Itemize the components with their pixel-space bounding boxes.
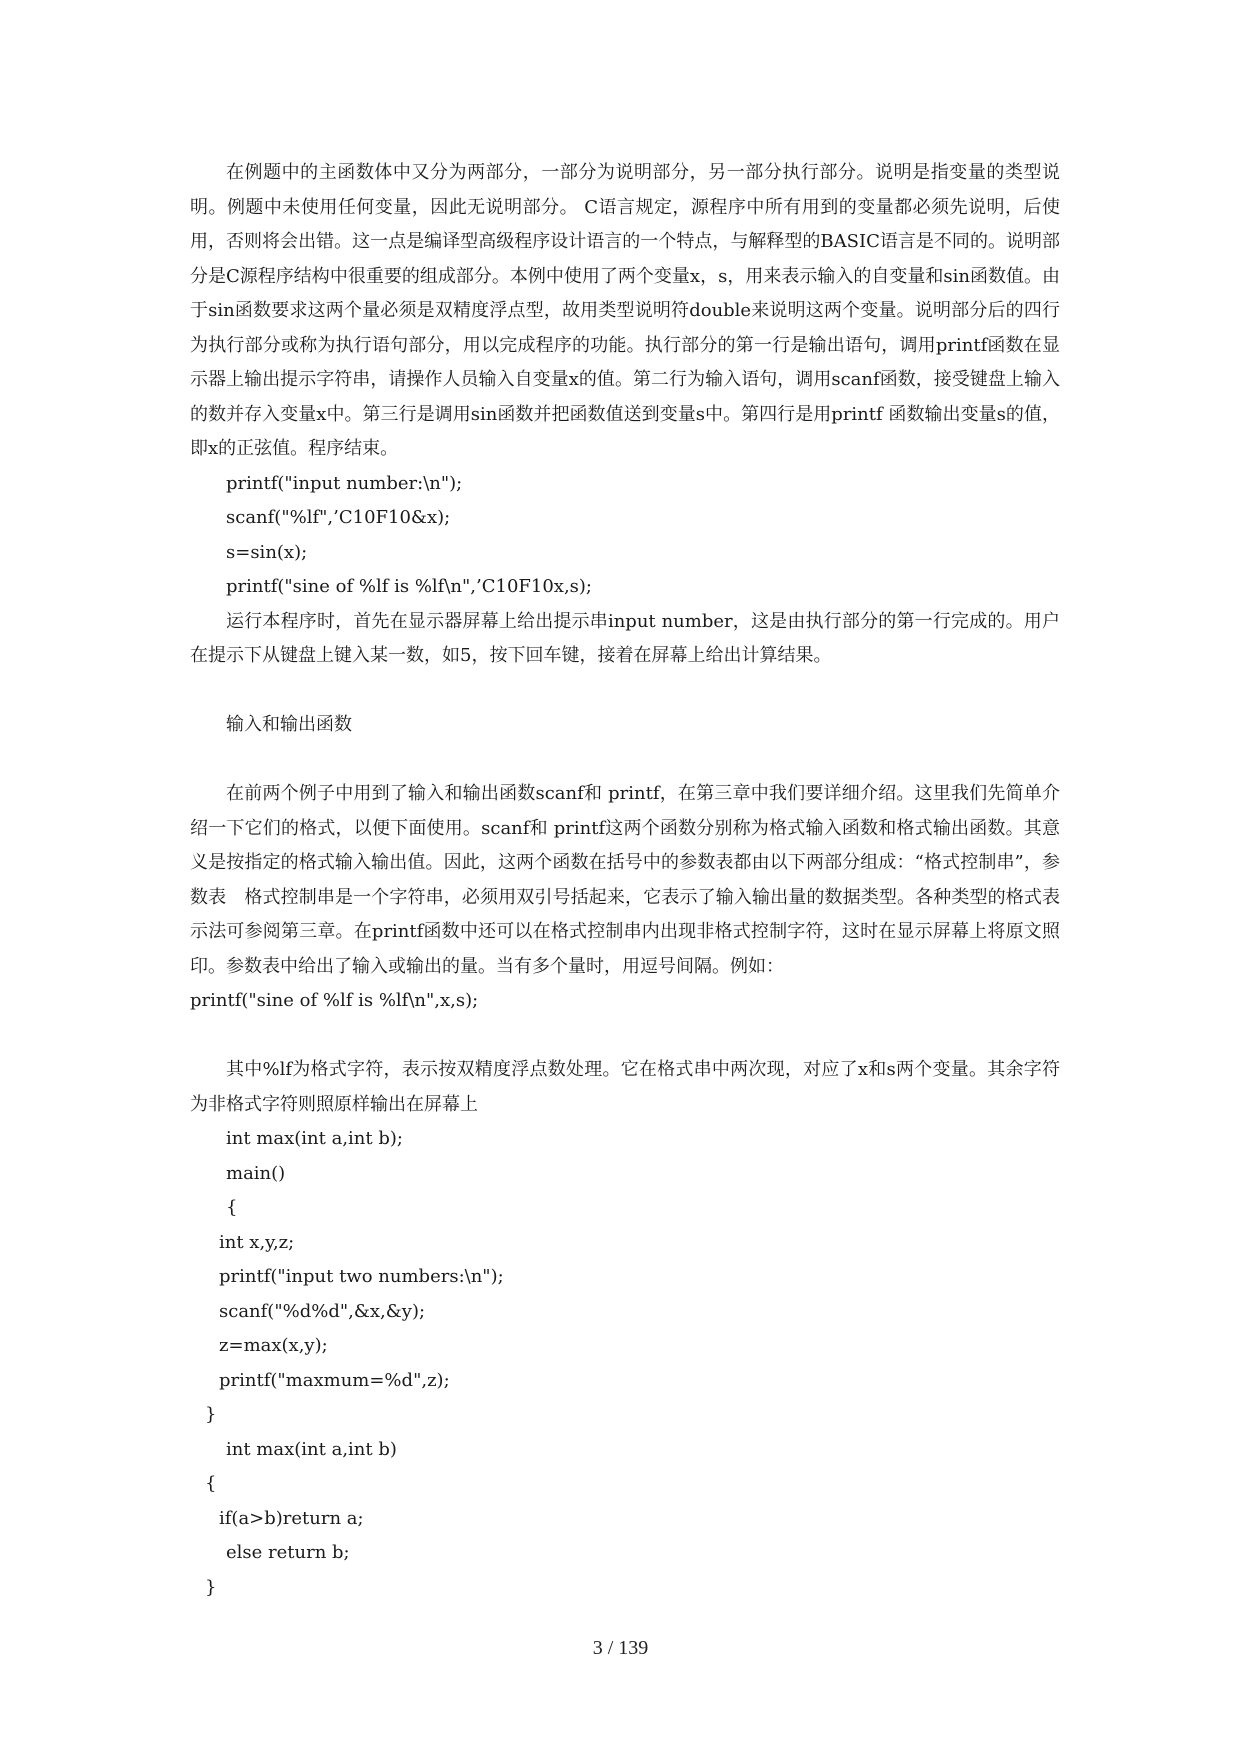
code-line: } [205, 1404, 217, 1425]
section-heading: 输入和输出函数 [226, 714, 352, 735]
code-block-max [190, 1122, 1060, 1605]
code-line: printf("sine of %lf is %lf\n",’C10F10x,s); [226, 576, 592, 597]
code-example: printf("sine of %lf is %lf\n",x,s); [190, 990, 479, 1011]
paragraph-run-program: 运行本程序时，首先在显示器屏幕上给出提示串input number，这是由执行部分的第一行完成的。用户在提示下从键盘上键入某一数，如5，按下回车键，接着在屏幕上给出计算结果。 [190, 610, 1060, 666]
code-line: { [205, 1473, 217, 1494]
paragraph-format-chars: 其中%lf为格式字符，表示按双精度浮点数处理。它在格式串中两次现，对应了x和s两个变量。其余字符为非格式字符则照原样输出在屏幕上 [190, 1059, 1060, 1115]
paragraph-io-functions: 在前两个例子中用到了输入和输出函数scanf和 printf，在第三章中我们要详细介绍。这里我们先简单介绍一下它们的格式，以便下面使用。scanf和 printf这两个函数分别称为格式输入函数和格式输出函数。其意义是按指定的格式输入输出值。因此，这两个函数在括号中的参数表都由以下两部分组成：“格式控制串”，参数表 格式控制串是一个字符串，必须用双引号括起来，它表示了输入输出量的数据类型。各种类型的格式表示法可参阅第三章。在printf函数中还可以在格式控制串内出现非格式控制字符，这时在显示屏幕上将原文照印。参数表中给出了输入或输出的量。当有多个量时，用逗号间隔。例如： [190, 783, 1060, 977]
page-number: 3 / 139 [592, 1637, 649, 1659]
code-line: if(a>b)return a; [219, 1507, 364, 1529]
spacer [190, 1019, 1060, 1054]
code-line: printf("maxmum=%d",z); [219, 1369, 450, 1391]
spacer [190, 674, 1060, 709]
spacer [190, 743, 1060, 778]
code-line: } [205, 1576, 217, 1598]
code-line: int max(int a,int b) [226, 1438, 397, 1460]
code-line: s=sin(x); [226, 541, 308, 563]
page-content [190, 156, 1060, 1605]
code-line: printf("input two numbers:\n"); [219, 1266, 504, 1287]
code-block-sine [190, 467, 1060, 605]
code-line: { [226, 1197, 238, 1218]
code-line: else return b; [226, 1542, 350, 1563]
code-line: scanf("%d%d",&x,&y); [219, 1300, 426, 1322]
code-line: printf("input number:\n"); [226, 472, 463, 494]
code-line: scanf("%lf",’C10F10&x); [226, 507, 451, 528]
code-line: main() [226, 1162, 286, 1184]
paragraph-main-function: 在例题中的主函数体中又分为两部分，一部分为说明部分，另一部分执行部分。说明是指变量的类型说明。例题中未使用任何变量，因此无说明部分。 C语言规定，源程序中所有用到的变量都必须先说明，后使用，否则将会出错。这一点是编译型高级程序设计语言的一个特点，与解释型的BASIC语言是不同的。说明部分是C源程序结构中很重要的组成部分。本例中使用了两个变量x，s，用来表示输入的自变量和sin函数值。由于sin函数要求这两个量必须是双精度浮点型，故用类型说明符double来说明这两个变量。说明部分后的四行为执行部分或称为执行语句部分，用以完成程序的功能。执行部分的第一行是输出语句，调用printf函数在显示器上输出提示字符串，请操作人员输入自变量x的值。第二行为输入语句，调用scanf函数，接受键盘上输入的数并存入变量x中。第三行是调用sin函数并把函数值送到变量s中。第四行是用printf 函数输出变量s的值，即x的正弦值。程序结束。 [190, 162, 1060, 459]
code-line: int max(int a,int b); [226, 1128, 403, 1149]
code-line: z=max(x,y); [219, 1335, 328, 1356]
code-line: int x,y,z; [219, 1231, 295, 1253]
